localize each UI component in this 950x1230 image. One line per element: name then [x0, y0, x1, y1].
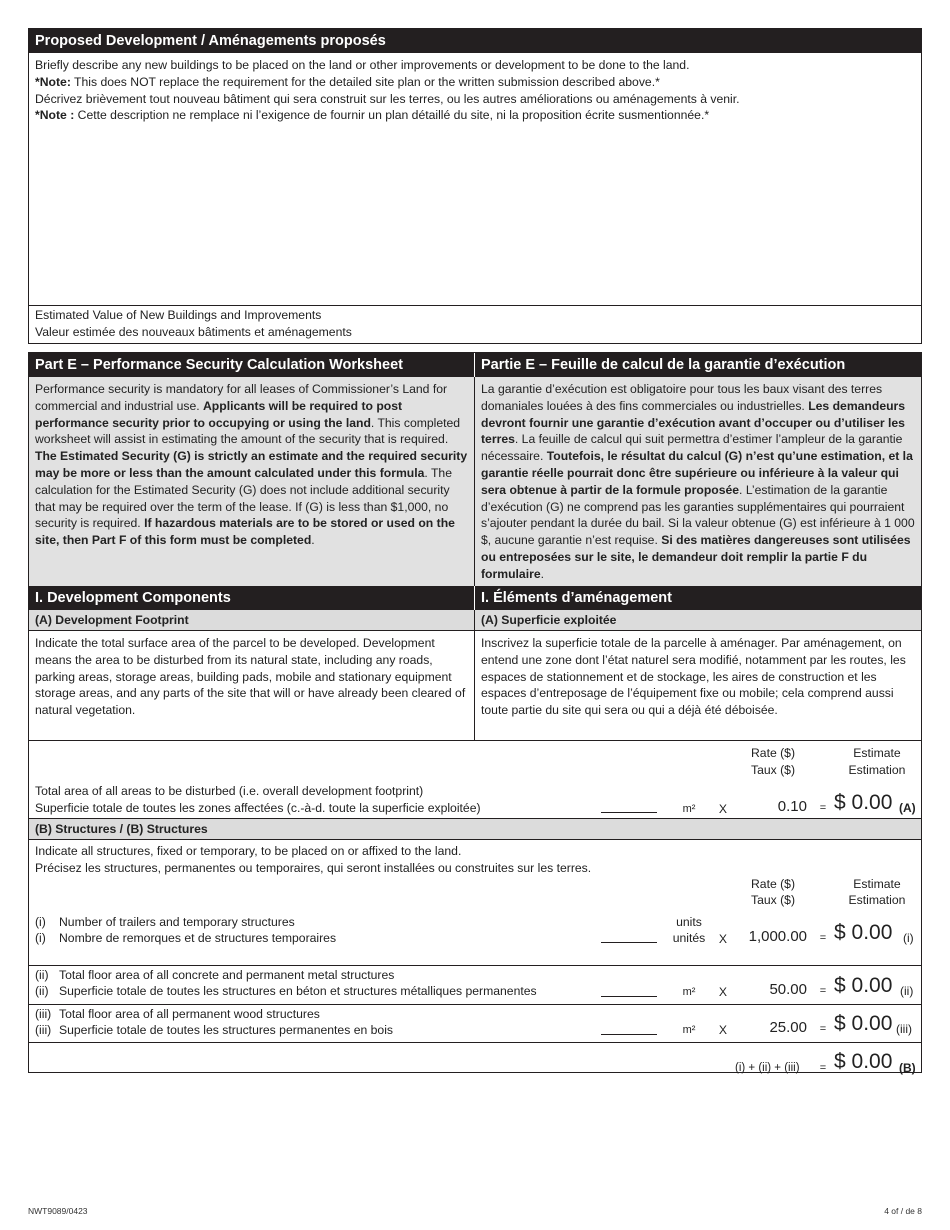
note-label-en: *Note: [35, 74, 71, 89]
estimated-value-label-fr: Valeur estimée des nouveaux bâtiments et aménagements [35, 324, 352, 339]
concrete-rate: 50.00 [769, 980, 807, 998]
instructions-en: Briefly describe any new buildings to be placed on the land or other improvements or development to be done to the land. [35, 58, 690, 72]
wood-estimate: $ 0.00 [834, 1011, 893, 1035]
equals-sign: = [819, 802, 827, 814]
page-number: 4 of / de 8 [884, 1206, 922, 1216]
concrete-estimate-label: (ii) [900, 983, 914, 998]
components-header-en: I. Development Components [29, 586, 475, 610]
item-label-fr: Superficie totale de toutes les structures permanentes en bois [59, 1023, 393, 1038]
equals-sign: = [819, 1061, 827, 1074]
multiply-sign: X [718, 984, 728, 999]
components-header-fr: I. Éléments d’aménagement [475, 586, 921, 610]
structures-item-ii [29, 965, 921, 1004]
footprint-area-input[interactable] [601, 812, 657, 813]
footprint-header-fr: (A) Superficie exploitée [481, 613, 617, 627]
structures-estimate-label: (B) [899, 1060, 916, 1075]
structures-item-iii [29, 1004, 921, 1042]
trailers-estimate-label: (i) [903, 930, 914, 945]
footprint-header-en: (A) Development Footprint [29, 610, 475, 630]
part-e-intro-en: Performance security is mandatory for all leases of Commissioner’s Land for commercial and industrial use. Applicants will be required to post performance security prior to occupying or using the land. This completed worksheet will assist in estimating the amount of the security that is required. The Estimated Security (G) is strictly an estimate and the required security may be more or less than the amount calculated under this formula. The calculation for the Estimated Security (G) does not include additional security that may be required over the term of the lease. If (G) is less than $1,000, no security is required. If hazardous materials are to be stored or used on the site, then Part F of this form must be completed. [29, 377, 475, 586]
wood-area-input[interactable] [601, 1034, 657, 1035]
section-header: Proposed Development / Aménagements proposés [29, 29, 921, 53]
proposed-development-section [28, 28, 922, 344]
unit-label-en: units [676, 914, 702, 929]
unit-label-fr: unités [672, 931, 706, 946]
equals-sign: = [819, 984, 827, 997]
instructions-fr: Décrivez brièvement tout nouveau bâtiment qui sera construit sur les terres, ou les autres améliorations ou aménagements à venir. [35, 91, 740, 106]
equals-sign: = [819, 931, 827, 944]
structures-total [29, 1042, 921, 1081]
description-field[interactable] [29, 53, 921, 306]
item-number: (iii) [35, 1006, 52, 1021]
footprint-estimate: $ 0.00 [834, 791, 893, 814]
trailers-estimate: $ 0.00 [834, 920, 893, 944]
item-number: (ii) [35, 967, 49, 982]
structures-item-i [29, 876, 921, 965]
equals-sign: = [819, 1022, 827, 1035]
item-label-en: Number of trailers and temporary structures [59, 914, 295, 929]
estimated-value-label-en: Estimated Value of New Buildings and Improvements [35, 308, 322, 322]
area-unit: m² [682, 985, 696, 998]
note-text-en: This does NOT replace the requirement for the detailed site plan or the written submission described above.* [70, 74, 660, 89]
trailers-rate: 1,000.00 [748, 927, 807, 945]
concrete-area-input[interactable] [601, 996, 657, 997]
structures-instructions: Indicate all structures, fixed or temporary, to be placed on or affixed to the land. Précisez les structures, permanentes ou temporaires, qui seront installées ou construites sur les terres. [35, 844, 592, 875]
footprint-text-en: Indicate the total surface area of the parcel to be developed. Development means the area to be disturbed from its natural state, including any roads, parking areas, storage areas, building pads, mobile and stationary equipment storage areas, and any parts of the site that will or have already been cleared of natural vegetation. [29, 631, 475, 740]
estimate-column-header: Estimate Estimation [848, 746, 906, 777]
rate-column-header: Rate ($) Taux ($) [750, 876, 796, 908]
item-number: (ii) [35, 984, 49, 999]
estimated-value-field[interactable] [29, 306, 921, 342]
area-unit: m² [682, 803, 696, 815]
part-e-header-en: Part E – Performance Security Calculation Worksheet [29, 353, 475, 377]
multiply-sign: X [718, 1022, 728, 1037]
footprint-rate: 0.10 [777, 798, 807, 815]
footprint-estimate-label: (A) [899, 801, 916, 815]
note-text-fr: Cette description ne remplace ni l’exigence de fournir un plan détaillé du site, ni la proposition écrite susmentionnée.* [74, 108, 710, 123]
item-number: (iii) [35, 1023, 52, 1038]
form-id: NWT9089/0423 [28, 1206, 88, 1216]
item-number: (i) [35, 914, 46, 929]
sum-formula: (i) + (ii) + (iii) [735, 1061, 800, 1074]
concrete-estimate: $ 0.00 [834, 973, 893, 997]
item-label-en: Total floor area of all permanent wood structures [59, 1006, 320, 1021]
item-label-fr: Superficie totale de toutes les structures en béton et structures métalliques permanentes [59, 984, 537, 999]
footprint-line: Total area of all areas to be disturbed (i.e. overall development footprint) Superficie totale de toutes les zones affectées (c.-à-d. toute la superficie exploitée) [35, 784, 481, 815]
item-label-en: Total floor area of all concrete and permanent metal structures [59, 967, 395, 982]
area-unit: m² [682, 1023, 696, 1036]
item-number: (i) [35, 931, 46, 946]
structures-header: (B) Structures / (B) Structures [29, 818, 921, 840]
note-label-fr: *Note : [35, 108, 75, 123]
footprint-calculation [29, 740, 921, 818]
footprint-text-fr: Inscrivez la superficie totale de la parcelle à aménager. Par aménagement, on entend une zone dont l’état naturel sera modifié, notamment par les routes, les espaces de stationnement et de stockage, les aires de construction et les espaces d’entreposage de l’équipement fixe ou mobile; cela comprend aussi toute partie du site qui sera ou qui a déjà été déboisée. [481, 636, 906, 718]
item-label-fr: Nombre de remorques et de structures temporaires [59, 931, 337, 946]
multiply-sign: X [718, 931, 728, 946]
structures-estimate: $ 0.00 [834, 1049, 893, 1073]
rate-column-header: Rate ($) Taux ($) [750, 746, 796, 777]
trailers-count-input[interactable] [601, 942, 657, 943]
wood-estimate-label: (iii) [896, 1021, 912, 1036]
wood-rate: 25.00 [769, 1018, 807, 1036]
estimate-column-header: Estimate Estimation [848, 876, 906, 908]
part-e-section [28, 352, 922, 1073]
part-e-header-fr: Partie E – Feuille de calcul de la garantie d’exécution [475, 353, 921, 377]
multiply-sign: X [718, 802, 728, 816]
part-e-intro-fr: La garantie d’exécution est obligatoire pour tous les baux visant des terres domaniales louées à des fins commerciales ou industrielles. Les demandeurs devront fournir une garantie d’exécution avant d’occuper ou d’utiliser les terres. La feuille de calcul qui suit permettra d’estimer l’ampleur de la garantie nécessaire. Toutefois, le résultat du calcul (G) n’est qu’une estimation, et la garantie réelle pourrait donc être supérieure ou inférieure à la valeur qui sera obtenue à partir de la formule proposée. L’estimation de la garantie d’exécution (G) ne comprend pas les garanties supplémentaires qui pourraient s’ajouter pendant la durée du bail. Si la valeur obtenue (G) est inférieure à 1 000 $, aucune garantie n’est requise. Si des matières dangereuses sont utilisées ou entreposées sur le site, le demandeur doit remplir la partie F du formulaire. [481, 382, 915, 581]
